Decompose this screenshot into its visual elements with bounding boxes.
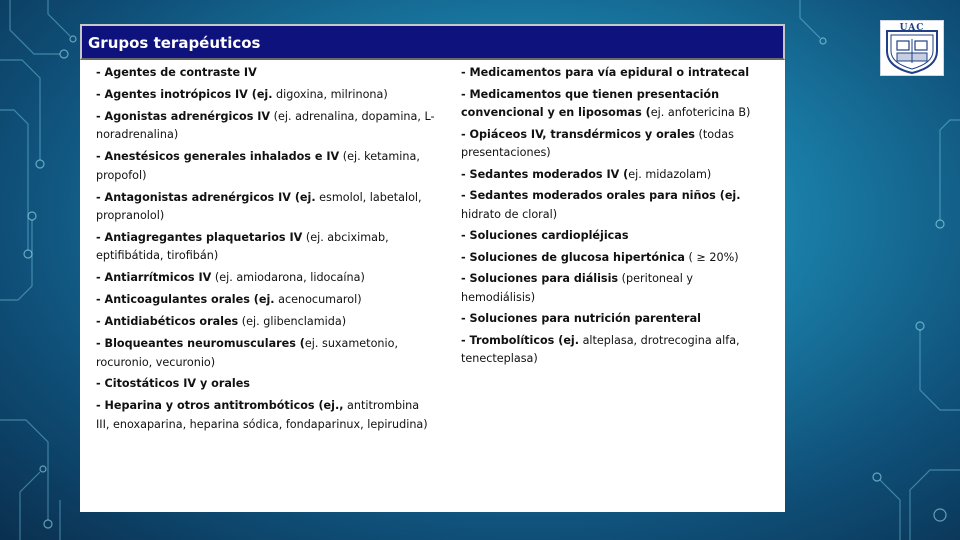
list-item: - Bloqueantes neuromusculares (ej. suxametonio, rocuronio, vecuronio): [96, 337, 399, 369]
list-item: - Soluciones cardiopléjicas: [461, 229, 629, 242]
list-item: - Sedantes moderados orales para niños (ej. hidrato de cloral): [461, 189, 741, 221]
logo-text: UAC: [899, 23, 925, 33]
list-item: - Anestésicos generales inhalados e IV (ej. ketamina, propofol): [96, 150, 420, 182]
right-column-list: [461, 64, 761, 372]
list-item: - Agonistas adrenérgicos IV (ej. adrenalina, dopamina, L-noradrenalina): [96, 109, 435, 142]
list-item: - Heparina y otros antitrombóticos (ej., antitrombina III, enoxaparina, heparina sódica, fondaparinux, lepirudina): [96, 399, 428, 431]
list-item: - Agentes inotrópicos IV (ej. digoxina, milrinona): [96, 87, 388, 101]
list-item: - Opiáceos IV, transdérmicos y orales (todas presentaciones): [461, 127, 734, 159]
slide-content-image: [80, 24, 785, 512]
list-item: - Soluciones para diálisis (peritoneal y hemodiálisis): [461, 272, 694, 304]
list-item: - Sedantes moderados IV (ej. midazolam): [461, 167, 712, 181]
list-item: - Antiagregantes plaquetarios IV (ej. abciximab, eptifibátida, tirofibán): [96, 230, 389, 263]
list-item: - Antidiabéticos orales (ej. glibenclamida): [96, 315, 347, 329]
university-logo: [880, 20, 944, 76]
slide-header: [80, 24, 785, 60]
list-item: - Soluciones de glucosa hipertónica ( ≥ 20%): [461, 250, 739, 264]
slide-title: Grupos terapéuticos: [88, 34, 261, 52]
list-item: - Trombolíticos (ej. alteplasa, drotrecogina alfa, tenecteplasa): [461, 333, 740, 365]
left-column-list: [96, 64, 436, 438]
list-item: - Soluciones para nutrición parenteral: [461, 312, 701, 325]
list-item: - Medicamentos que tienen presentación convencional y en liposomas (ej. anfotericina B): [461, 87, 751, 119]
list-item: - Citostáticos IV y orales: [96, 377, 250, 391]
list-item: - Antagonistas adrenérgicos IV (ej. esmolol, labetalol, propranolol): [96, 190, 422, 223]
list-item: - Anticoagulantes orales (ej. acenocumarol): [96, 293, 362, 307]
list-item: - Medicamentos para vía epidural o intratecal: [461, 66, 750, 79]
list-item: - Agentes de contraste IV: [96, 66, 257, 79]
list-item: - Antiarrítmicos IV (ej. amiodarona, lidocaína): [96, 271, 365, 285]
